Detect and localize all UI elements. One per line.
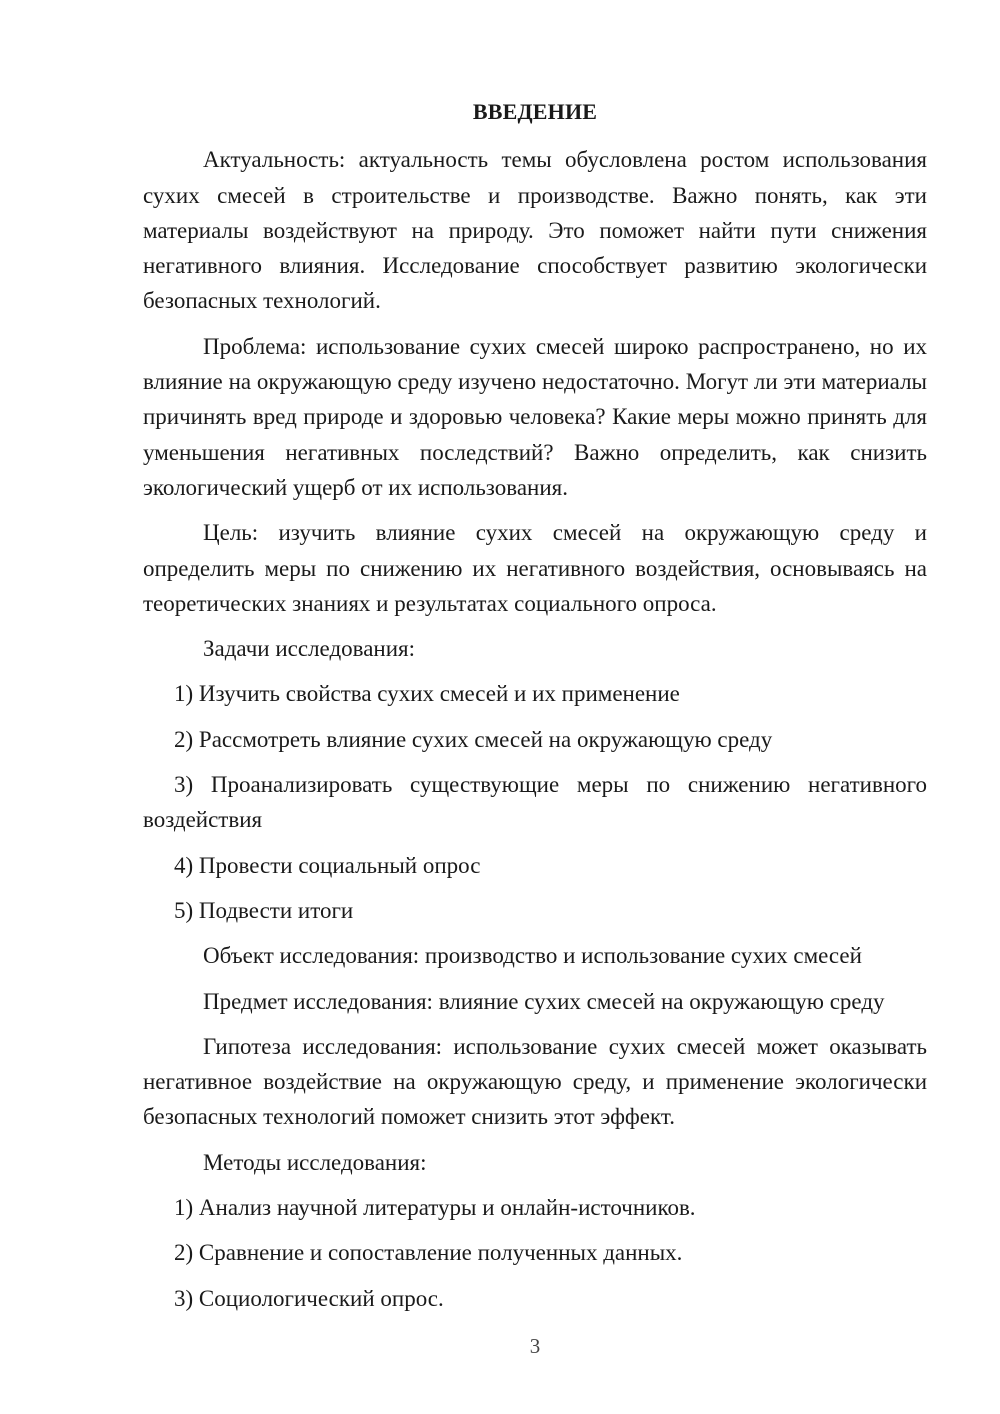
method-item: 3) Социологический опрос. (174, 1285, 444, 1311)
page-number: 3 (529, 1334, 541, 1358)
subject-line: Предмет исследования: влияние сухих смесей на окружающую среду (203, 988, 885, 1014)
relevance-paragraph: Актуальность: актуальность темы обусловлена ростом использования сухих смесей в строительстве и производстве. Важно понять, как эти материалы воздействуют на природу. Это поможет найти пути снижения негативного влияния. Исследование способствует развитию экологически безопасных технологий. (143, 147, 927, 314)
task-item: 1) Изучить свойства сухих смесей и их применение (174, 681, 680, 707)
page-content (143, 94, 927, 1326)
tasks-heading: Задачи исследования: (203, 636, 416, 662)
problem-paragraph: Проблема: использование сухих смесей широко распространено, но их влияние на окружающую среду изучено недостаточно. Могут ли эти материалы причинять вред природе и здоровью человека? Какие меры можно принять для уменьшения негативных последствий? Важно определить, как снизить экологический ущерб от их использования. (143, 333, 927, 500)
goal-paragraph: Цель: изучить влияние сухих смесей на окружающую среду и определить меры по снижению их негативного воздействия, основываясь на теоретических знаниях и результатах социального опроса. (143, 520, 927, 616)
object-line: Объект исследования: производство и использование сухих смесей (203, 943, 862, 969)
method-item: 2) Сравнение и сопоставление полученных данных. (174, 1240, 683, 1266)
page-title: ВВЕДЕНИЕ (472, 99, 598, 124)
task-item: 5) Подвести итоги (174, 897, 354, 923)
method-item: 1) Анализ научной литературы и онлайн-источников. (174, 1195, 696, 1221)
methods-heading: Методы исследования: (203, 1149, 427, 1175)
task-item: 4) Провести социальный опрос (174, 852, 481, 878)
hypothesis-paragraph: Гипотеза исследования: использование сухих смесей может оказывать негативное воздействие на окружающую среду, и применение экологически безопасных технологий поможет снизить этот эффект. (143, 1033, 927, 1130)
task-item: 2) Рассмотреть влияние сухих смесей на окружающую среду (174, 726, 773, 752)
task-item: 3) Проанализировать существующие меры по снижению негативного воздействия (143, 772, 927, 833)
